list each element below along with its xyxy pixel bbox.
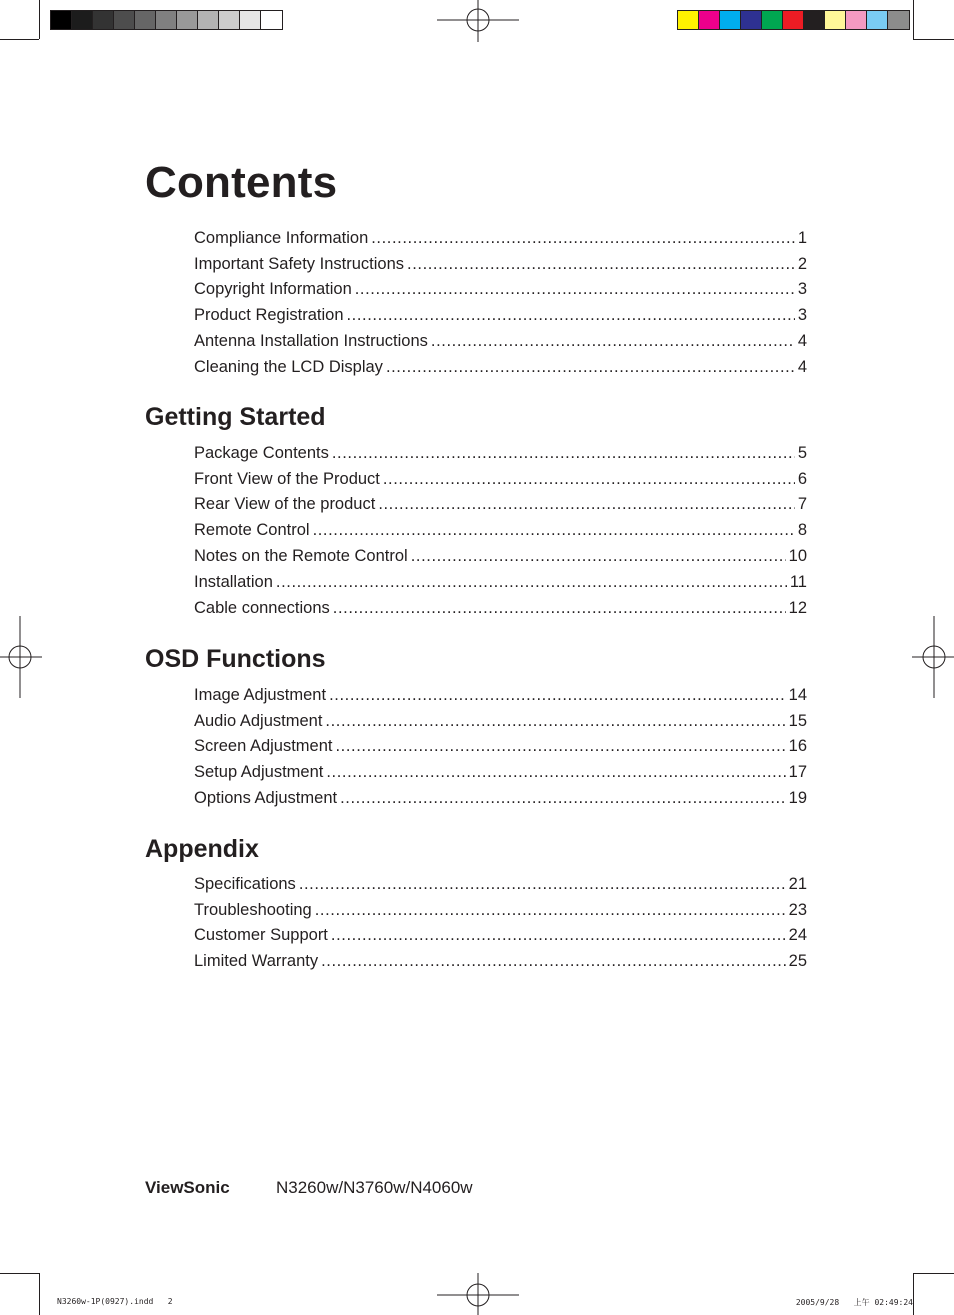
footer-model: N3260w/N3760w/N4060w xyxy=(276,1178,473,1197)
color-swatch xyxy=(261,11,282,29)
toc-entry-page: 6 xyxy=(797,469,807,488)
slug-file-info: N3260w-1P(0927).indd 2 xyxy=(57,1297,173,1306)
toc-entry-title: Image Adjustment xyxy=(194,685,327,704)
toc-entry-title: Front View of the Product xyxy=(194,469,380,488)
color-swatch xyxy=(720,11,741,29)
grayscale-color-bar xyxy=(50,10,283,30)
toc-dot-leader xyxy=(313,520,795,540)
toc-entry-title: Screen Adjustment xyxy=(194,737,333,756)
color-swatch xyxy=(783,11,804,29)
toc-entry-page: 19 xyxy=(788,788,807,807)
toc-entry xyxy=(194,566,807,592)
toc-dot-leader xyxy=(347,305,795,325)
toc-dot-leader xyxy=(321,951,786,971)
toc-entry xyxy=(194,705,807,731)
toc-entry-page: 21 xyxy=(788,874,807,893)
page-title: Contents xyxy=(145,158,338,207)
toc-dot-leader xyxy=(371,228,795,248)
toc-entry-title: Notes on the Remote Control xyxy=(194,546,408,565)
toc-entry-title: Rear View of the product xyxy=(194,495,376,514)
toc-entry-title: Troubleshooting xyxy=(194,900,312,919)
toc-entry xyxy=(194,325,807,351)
toc-entry-page: 5 xyxy=(797,443,807,462)
toc-dot-leader xyxy=(329,685,786,705)
toc-entry xyxy=(194,274,807,300)
toc-dot-leader xyxy=(340,788,786,808)
footer-brand: ViewSonic xyxy=(145,1178,230,1197)
toc-dot-leader xyxy=(276,572,787,592)
color-swatch xyxy=(198,11,219,29)
slug-timestamp: 2005/9/28 上午 02:49:24 xyxy=(795,1298,913,1307)
toc-entry-page: 14 xyxy=(788,685,807,704)
toc-dot-leader xyxy=(299,874,786,894)
toc-dot-leader xyxy=(383,469,795,489)
toc-entry xyxy=(194,351,807,377)
toc-intro-list xyxy=(194,222,807,377)
toc-dot-leader xyxy=(332,443,795,463)
toc-entry-title: Specifications xyxy=(194,874,296,893)
toc-dot-leader xyxy=(411,546,786,566)
color-swatch xyxy=(804,11,825,29)
toc-entry-page: 4 xyxy=(797,357,807,376)
color-swatch xyxy=(219,11,240,29)
color-swatch xyxy=(741,11,762,29)
toc-entry xyxy=(194,514,807,540)
toc-dot-leader xyxy=(355,279,795,299)
toc-entry xyxy=(194,679,807,705)
color-swatch xyxy=(135,11,156,29)
toc-entry-page: 12 xyxy=(788,598,807,617)
toc-entry-title: Cable connections xyxy=(194,598,330,617)
toc-entry xyxy=(194,945,807,971)
toc-entry-title: Setup Adjustment xyxy=(194,763,324,782)
toc-dot-leader xyxy=(386,357,795,377)
toc-entry xyxy=(194,592,807,618)
toc-entry-title: Copyright Information xyxy=(194,280,352,299)
toc-entry xyxy=(194,437,807,463)
color-swatch xyxy=(888,11,909,29)
toc-entry-page: 2 xyxy=(797,254,807,273)
color-swatch xyxy=(177,11,198,29)
toc-entry xyxy=(194,731,807,757)
color-swatch xyxy=(240,11,261,29)
toc-entry xyxy=(194,868,807,894)
toc-entry-title: Customer Support xyxy=(194,926,328,945)
color-swatch xyxy=(846,11,867,29)
toc-dot-leader xyxy=(378,494,795,514)
toc-entry-page: 7 xyxy=(797,495,807,514)
toc-entry-title: Remote Control xyxy=(194,521,310,540)
toc-entry-page: 25 xyxy=(788,952,807,971)
color-swatch xyxy=(699,11,720,29)
toc-dot-leader xyxy=(326,762,785,782)
toc-entry-page: 24 xyxy=(788,926,807,945)
toc-entry-page: 3 xyxy=(797,280,807,299)
color-swatch xyxy=(93,11,114,29)
toc-dot-leader xyxy=(431,331,795,351)
toc-entry-title: Package Contents xyxy=(194,443,329,462)
toc-entry-title: Antenna Installation Instructions xyxy=(194,331,428,350)
toc-entry-page: 16 xyxy=(788,737,807,756)
toc-appendix-list xyxy=(194,868,807,971)
color-swatch xyxy=(156,11,177,29)
toc-entry xyxy=(194,248,807,274)
registration-mark-top xyxy=(437,0,519,42)
toc-entry xyxy=(194,782,807,808)
section-heading-osd-functions: OSD Functions xyxy=(145,645,326,673)
toc-entry-page: 17 xyxy=(788,763,807,782)
toc-entry xyxy=(194,920,807,946)
toc-entry xyxy=(194,463,807,489)
color-swatch xyxy=(678,11,699,29)
color-swatch xyxy=(114,11,135,29)
toc-entry xyxy=(194,540,807,566)
color-swatch xyxy=(51,11,72,29)
toc-dot-leader xyxy=(333,598,786,618)
toc-dot-leader xyxy=(315,900,786,920)
section-heading-getting-started: Getting Started xyxy=(145,403,326,431)
process-color-bar xyxy=(677,10,910,30)
registration-mark-bottom xyxy=(437,1273,519,1315)
toc-entry xyxy=(194,489,807,515)
toc-entry-page: 11 xyxy=(789,572,807,591)
color-swatch xyxy=(72,11,93,29)
toc-entry xyxy=(194,222,807,248)
toc-entry-title: Options Adjustment xyxy=(194,788,338,807)
toc-dot-leader xyxy=(336,736,786,756)
toc-entry-page: 8 xyxy=(797,521,807,540)
toc-dot-leader xyxy=(407,254,795,274)
section-heading-appendix: Appendix xyxy=(145,835,259,863)
toc-entry-title: Cleaning the LCD Display xyxy=(194,357,383,376)
toc-entry-title: Product Registration xyxy=(194,306,344,325)
toc-entry-title: Limited Warranty xyxy=(194,952,319,971)
toc-entry-page: 23 xyxy=(788,900,807,919)
toc-entry-title: Important Safety Instructions xyxy=(194,254,405,273)
toc-entry-page: 1 xyxy=(797,228,807,247)
registration-mark-left xyxy=(0,616,42,698)
toc-entry-title: Audio Adjustment xyxy=(194,711,323,730)
toc-dot-leader xyxy=(325,711,785,731)
color-swatch xyxy=(867,11,888,29)
toc-entry xyxy=(194,894,807,920)
toc-entry xyxy=(194,299,807,325)
toc-dot-leader xyxy=(331,925,786,945)
toc-entry-page: 3 xyxy=(797,306,807,325)
toc-entry-title: Installation xyxy=(194,572,273,591)
toc-entry xyxy=(194,756,807,782)
toc-entry-title: Compliance Information xyxy=(194,228,369,247)
registration-mark-right xyxy=(912,616,954,698)
color-swatch xyxy=(762,11,783,29)
toc-getting-started-list xyxy=(194,437,807,618)
toc-entry-page: 10 xyxy=(788,546,807,565)
toc-entry-page: 4 xyxy=(797,331,807,350)
toc-entry-page: 15 xyxy=(788,711,807,730)
color-swatch xyxy=(825,11,846,29)
toc-osd-functions-list xyxy=(194,679,807,808)
